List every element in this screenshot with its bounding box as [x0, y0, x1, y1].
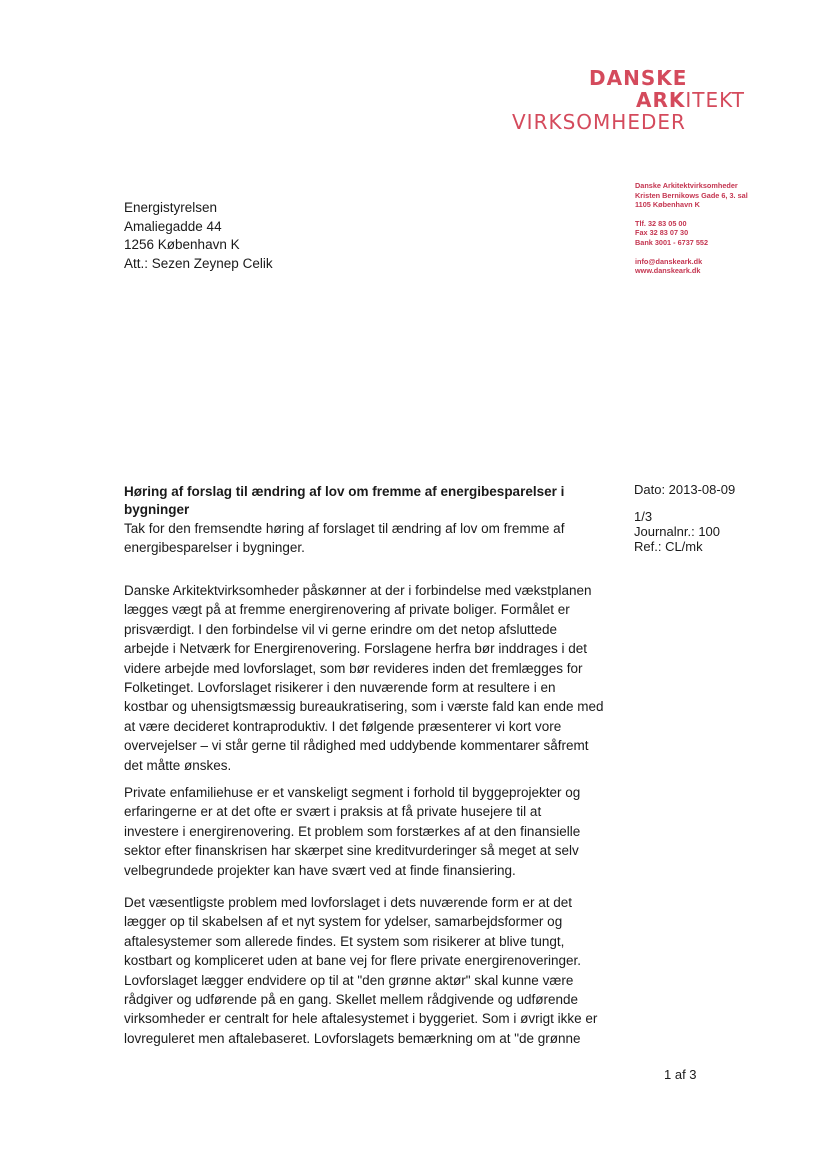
paragraph-line: virksomheder er centralt for hele aftalesystemet i byggeriet. Som i øvrigt ikke er — [124, 1011, 598, 1027]
sender-city: 1105 København K — [635, 200, 700, 210]
paragraph-line: Det væsentligste problem med lovforslaget i dets nuværende form er at det — [124, 895, 572, 910]
paragraph-line: rådgiver og udførende på en gang. Skellet mellem rådgivende og udførende — [124, 992, 579, 1008]
reference: Ref.: CL/mk — [634, 539, 703, 554]
paragraph-line: lægges vægt på at fremme energirenovering af private boliger. Formålet er — [124, 602, 570, 618]
paragraph-1 — [124, 581, 619, 775]
paragraph-line: kostbart og kompliceret uden at bane vej for flere private energirenoveringer. — [124, 953, 582, 969]
paragraph-line: erfaringerne er at det ofte er svært i praksis at få private husejere til at — [124, 804, 542, 820]
paragraph-line: videre arbejde med lovforslaget, som bør revideres inden det fremlægges for — [124, 660, 583, 676]
sender-street: Kristen Bernikows Gade 6, 3. sal — [635, 190, 748, 200]
recipient-line: 1256 København K — [124, 237, 240, 252]
page-indicator: 1/3 — [634, 509, 653, 524]
recipient-address — [124, 199, 273, 273]
paragraph-line: overvejelser – vi står gerne til rådighed med uddybende kommentarer såfremt — [124, 738, 589, 754]
paragraph-line: kostbar og uhensigtsmæssig bureaukratisering, som i værste fald kan ende med — [124, 699, 604, 715]
paragraph-line: lægger op til skabelsen af et nyt system for ydelser, samarbejdsformer og — [124, 914, 563, 930]
paragraph-2 — [124, 783, 619, 880]
paragraph-line: Lovforslaget lægger endvidere op til at "den grønne aktør" skal kunne være — [124, 972, 574, 988]
paragraph-line: lovreguleret men aftalebaseret. Lovforslagets bemærkning om at "de grønne — [124, 1030, 581, 1046]
letter-title: Høring af forslag til ændring af lov om fremme af energibesparelser i bygninger — [124, 484, 565, 517]
logo-line-2: ARKITEKT — [636, 88, 745, 112]
logo-line-3: VIRKSOMHEDER — [512, 110, 686, 134]
recipient-line: Amaliegadde 44 — [124, 218, 222, 234]
paragraph-line: Folketinget. Lovforslaget risikerer i den nuværende form at resultere i en — [124, 680, 556, 696]
journal-number: Journalnr.: 100 — [634, 524, 721, 539]
paragraph-intro — [124, 519, 619, 558]
paragraph-line: velbegrundede projekter kan have svært ved at finde finansiering. — [124, 862, 516, 878]
logo-line-1: DANSKE — [589, 66, 688, 90]
paragraph-line: Danske Arkitektvirksomheder påskønner at der i forbindelse med vækstplanen — [124, 583, 592, 598]
recipient-line: Att.: Sezen Zeynep Celik — [124, 255, 273, 271]
sender-fax: Fax 32 83 07 30 — [635, 228, 689, 238]
paragraph-line: Private enfamiliehuse er et vanskeligt segment i forhold til byggeprojekter og — [124, 785, 581, 800]
letter-date: Dato: 2013-08-09 — [634, 482, 736, 497]
paragraph-line: arbejde i Netværk for Energirenovering. Forslagene herfra bør inddrages i det — [124, 641, 587, 657]
sender-bank: Bank 3001 - 6737 552 — [635, 237, 709, 247]
letter-meta — [634, 482, 735, 554]
sender-email: info@danskeark.dk — [635, 256, 703, 266]
paragraph-line: energibesparelser i bygninger. — [124, 540, 305, 556]
sender-block — [635, 181, 748, 276]
paragraph-line: aftalesystemer som allerede findes. Et system som risikerer at blive tungt, — [124, 933, 565, 949]
paragraph-3 — [124, 893, 619, 1048]
page-footer: 1 af 3 — [664, 1067, 697, 1082]
paragraph-line: prisværdigt. I den forbindelse vil vi gerne erindre om det netop afsluttede — [124, 621, 557, 637]
paragraph-line: at være decideret kontraproduktiv. I det følgende præsenterer vi kort vore — [124, 718, 562, 734]
paragraph-line: investere i energirenovering. Et problem som forstærkes af at den finansielle — [124, 823, 581, 839]
sender-phone: Tlf. 32 83 05 00 — [635, 218, 687, 228]
sender-name: Danske Arkitektvirksomheder — [635, 181, 738, 190]
paragraph-line: det måtte ønskes. — [124, 757, 232, 773]
sender-web: www.danskeark.dk — [635, 266, 701, 276]
recipient-line: Energistyrelsen — [124, 200, 218, 215]
paragraph-line: Tak for den fremsendte høring af forslaget til ændring af lov om fremme af — [124, 521, 565, 536]
paragraph-line: sektor efter finanskrisen har skærpet sine kreditvurderinger så meget at selv — [124, 843, 579, 859]
